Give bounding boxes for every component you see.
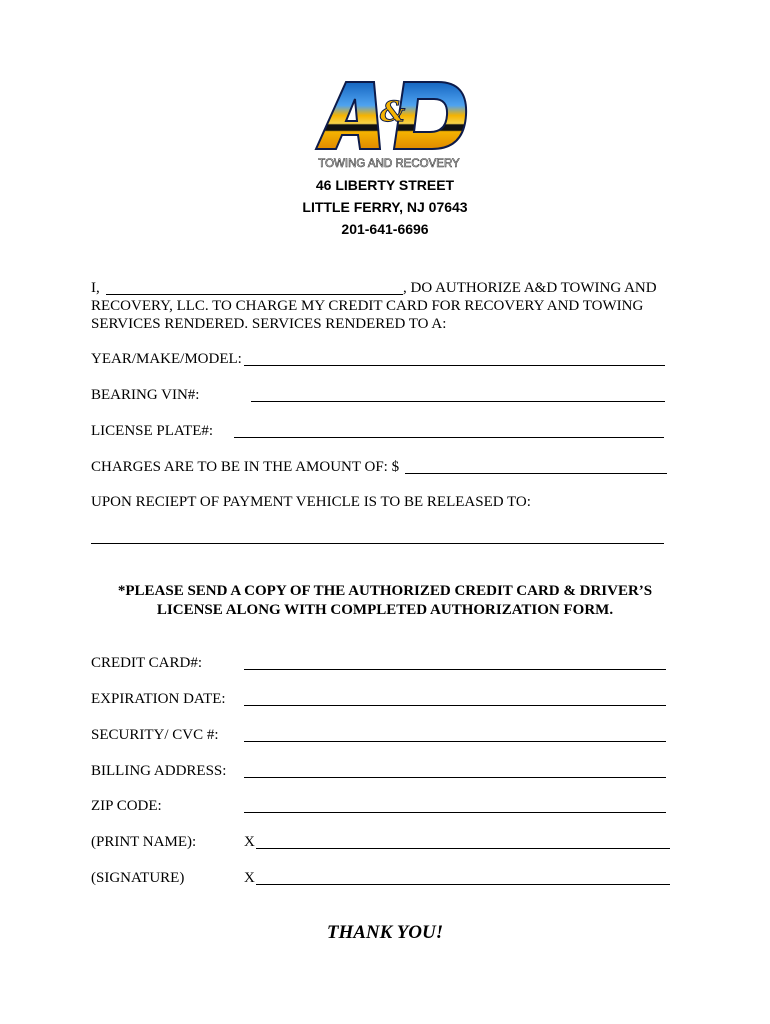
billing-address-field[interactable] xyxy=(244,777,666,778)
print-name-x-mark: X xyxy=(244,834,255,850)
thank-you-text: THANK YOU! xyxy=(326,922,444,943)
expiration-field[interactable] xyxy=(244,705,666,706)
expiration-label: EXPIRATION DATE: xyxy=(91,691,226,707)
security-label: SECURITY/ CVC #: xyxy=(91,727,219,743)
company-logo xyxy=(308,77,470,172)
auth-line1-tail: , DO AUTHORIZE A&D TOWING AND xyxy=(403,280,657,296)
notice-line2: LICENSE ALONG WITH COMPLETED AUTHORIZATION FORM. xyxy=(156,602,614,618)
company-city: LITTLE FERRY, NJ 07643 xyxy=(302,199,468,215)
auth-prefix: I, xyxy=(91,280,100,296)
auth-line3: SERVICES RENDERED. SERVICES RENDERED TO A: xyxy=(91,316,447,332)
license-plate-field[interactable] xyxy=(234,437,664,438)
year-make-model-label: YEAR/MAKE/MODEL: xyxy=(91,351,242,367)
credit-card-field[interactable] xyxy=(244,669,666,670)
notice-line1: *PLEASE SEND A COPY OF THE AUTHORIZED CREDIT CARD & DRIVER’S xyxy=(117,583,653,599)
vin-label: BEARING VIN#: xyxy=(91,387,200,403)
svg-text:&: & xyxy=(380,95,406,128)
signature-field[interactable] xyxy=(256,884,670,885)
vin-field[interactable] xyxy=(251,401,665,402)
signature-x-mark: X xyxy=(244,870,255,886)
year-make-model-field[interactable] xyxy=(244,365,665,366)
print-name-label: (PRINT NAME): xyxy=(91,834,197,850)
company-phone: 201-641-6696 xyxy=(341,221,429,237)
release-label: UPON RECIEPT OF PAYMENT VEHICLE IS TO BE RELEASED TO: xyxy=(91,494,531,510)
customer-name-blank[interactable] xyxy=(106,294,403,295)
company-street: 46 LIBERTY STREET xyxy=(315,177,455,193)
billing-address-label: BILLING ADDRESS: xyxy=(91,763,227,779)
print-name-field[interactable] xyxy=(256,848,670,849)
credit-card-label: CREDIT CARD#: xyxy=(91,655,202,671)
charges-amount-field[interactable] xyxy=(405,473,667,474)
logo-tagline: TOWING AND RECOVERY xyxy=(318,158,460,170)
release-to-field[interactable] xyxy=(91,543,664,544)
security-field[interactable] xyxy=(244,741,666,742)
signature-label: (SIGNATURE) xyxy=(91,870,185,886)
charges-label: CHARGES ARE TO BE IN THE AMOUNT OF: $ xyxy=(91,459,400,475)
auth-line2: RECOVERY, LLC. TO CHARGE MY CREDIT CARD FOR RECOVERY AND TOWING xyxy=(91,298,644,314)
license-plate-label: LICENSE PLATE#: xyxy=(91,423,214,439)
zip-field[interactable] xyxy=(244,812,666,813)
zip-label: ZIP CODE: xyxy=(91,798,162,814)
